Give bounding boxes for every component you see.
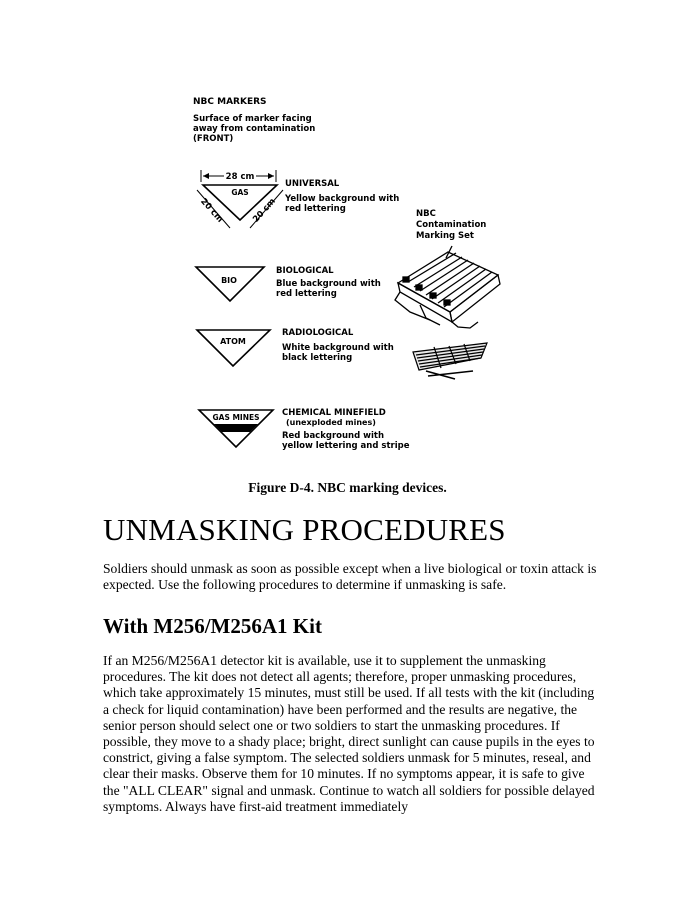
marker-desc: black lettering bbox=[282, 353, 353, 363]
universal-marker bbox=[197, 170, 283, 228]
marker-desc: Red background with bbox=[282, 431, 385, 441]
figure-header-line: Surface of marker facing bbox=[193, 114, 312, 124]
dim-left-label: 20 cm bbox=[198, 196, 225, 225]
marker-type-label: RADIOLOGICAL bbox=[282, 328, 354, 338]
marker-desc: red lettering bbox=[285, 204, 346, 214]
marker-label: GAS bbox=[231, 188, 249, 197]
biological-marker bbox=[196, 267, 264, 301]
marker-label: GAS MINES bbox=[212, 413, 260, 422]
marking-set-case-drawing bbox=[395, 246, 500, 328]
marker-desc: Yellow background with bbox=[285, 194, 400, 204]
marker-label: BIO bbox=[221, 276, 237, 285]
subsection-body-paragraph: If an M256/M256A1 detector kit is available, use it to supplement the unmasking procedures. The kit does not detect all agents; therefore, proper unmasking procedures, which take approximately 15 minutes, must still be used. If all tests with the kit (including a check for liquid contamination) have been performed and the results are negative, the senior person should select one or two soldiers to start the unmasking procedures. If possible, they move to a shady place; bright, direct sunlight can cause pupils in the eyes to constrict, giving a false symptom. The selected soldiers unmask for 5 minutes, reseal, and clear their masks. Observe them for 10 minutes. If no symptoms appear, it is safe to give the "ALL CLEAR" signal and unmask. Continue to watch all soldiers for possible delayed symptoms. Always have first-aid treatment immediately bbox=[103, 653, 595, 814]
marker-sub-label: (unexploded mines) bbox=[286, 418, 376, 427]
section-title: UNMASKING PROCEDURES bbox=[103, 512, 506, 547]
marker-desc: White background with bbox=[282, 343, 394, 353]
figure-header-line: (FRONT) bbox=[193, 134, 234, 144]
section-intro-paragraph: Soldiers should unmask as soon as possible except when a live biological or toxin attack is expected. Use the following procedures to determine if unmasking is safe. bbox=[103, 561, 597, 593]
marker-type-label: UNIVERSAL bbox=[285, 179, 340, 189]
marker-type-label: CHEMICAL MINEFIELD bbox=[282, 408, 386, 418]
subsection-title: With M256/M256A1 Kit bbox=[103, 614, 322, 638]
kit-label: NBC bbox=[416, 209, 436, 219]
marker-flags-drawing bbox=[413, 343, 487, 379]
radiological-marker bbox=[197, 330, 270, 366]
marker-desc: red lettering bbox=[276, 289, 337, 299]
marker-desc: yellow lettering and stripe bbox=[282, 441, 410, 451]
marker-type-label: BIOLOGICAL bbox=[276, 266, 334, 276]
marker-desc: Blue background with bbox=[276, 279, 381, 289]
figure-header-title: NBC MARKERS bbox=[193, 97, 267, 107]
dim-right-label: 20 cm bbox=[251, 196, 278, 225]
figure-caption: Figure D-4. NBC marking devices. bbox=[248, 480, 447, 495]
chemical-minefield-marker bbox=[199, 410, 273, 447]
figure-header-line: away from contamination bbox=[193, 124, 316, 134]
kit-label: Contamination bbox=[416, 220, 487, 230]
kit-label: Marking Set bbox=[416, 231, 474, 241]
marker-label: ATOM bbox=[220, 337, 246, 346]
dim-top-label: 28 cm bbox=[225, 172, 255, 182]
